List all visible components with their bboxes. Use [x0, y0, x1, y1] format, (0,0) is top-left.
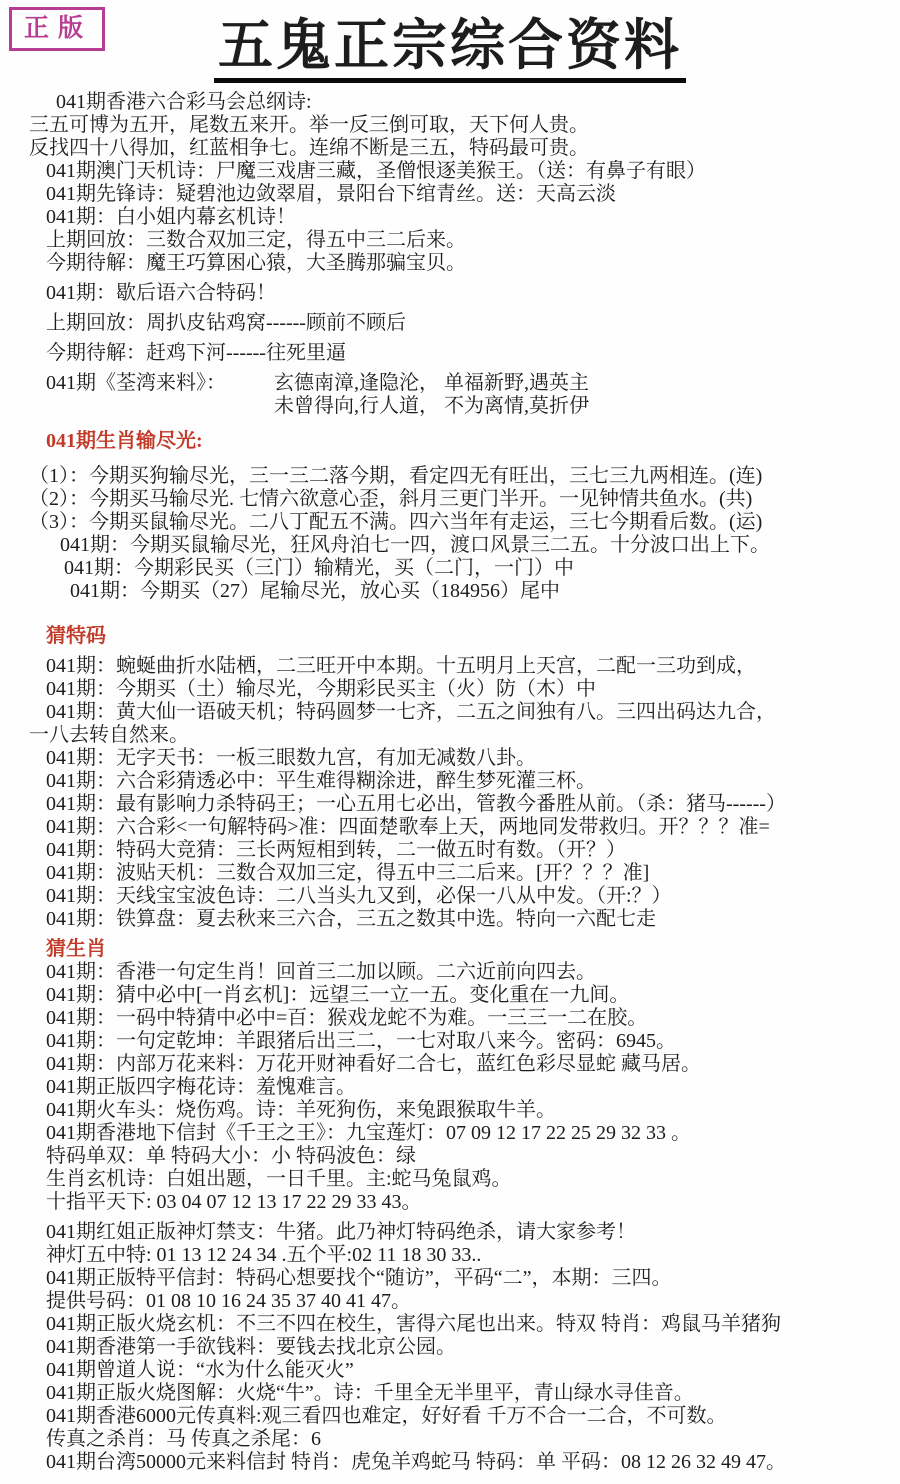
intro-line: 反找四十八得加，红蓝相争七。连绵不断是三五，特码最可贵。 [29, 137, 589, 160]
quanwan-label: 041期《荃湾来料》： [46, 372, 226, 395]
caitema-line: 041期：铁算盘：夏去秋来三六合，三五之数其中选。特向一六配七走 [46, 908, 656, 931]
caitema-line: 041期：特码大竞猜：三长两短相到转，二一做五时有数。（开？） [46, 839, 626, 862]
shengxiao-line: （1）：今期买狗输尽光，三一三二落今期，看定四无有旺出，三七三九两相连。(连) [29, 465, 763, 488]
quanwan-row [46, 372, 882, 418]
caitema-line: 041期：六合彩<一句解特码>准：四面楚歌奉上天，两地同发带救归。开？？？准= [46, 816, 770, 839]
intro-line: 上期回放：三数合双加三定，得五中三二后来。 [46, 229, 466, 252]
caitema-line: 041期：今期买（土）输尽光，今期彩民买主（火）防（木）中 [46, 678, 596, 701]
intro-line: 三五可博为五开，尾数五来开。举一反三倒可取，天下何人贵。 [29, 114, 589, 137]
quanwan-poem [274, 372, 589, 418]
caishengxiao-line: 041期：内部万花来料：万花开财神看好二合七，蓝红色彩尽显蛇 藏马居。 [46, 1053, 701, 1076]
caishengxiao-line: 041期：一码中特猜中必中=百：猴戏龙蛇不为难。一三三一二在胶。 [46, 1007, 648, 1030]
caishengxiao-line: 041期香港6000元传真料:观三看四也难定，好好看 千万不合一二合，不可数。 [46, 1405, 727, 1428]
caitema-line: 041期：黄大仙一语破天机；特码圆梦一七齐，二五之间独有八。三四出码达九合， [46, 701, 776, 724]
shengxiao-line: 041期：今期买（27）尾输尽光，放心买（184956）尾中 [70, 580, 560, 603]
caitema-line: 041期：波贴天机：三数合双加三定，得五中三二后来。[开？？？准] [46, 862, 650, 885]
caitema-line: 041期：蜿蜒曲折水陆栖，二三旺开中本期。十五明月上天宫，二配一三功到成， [46, 655, 756, 678]
caishengxiao-line: 特码单双：单 特码大小：小 特码波色：绿 [46, 1145, 416, 1168]
shengxiao-line: （3）：今期买鼠输尽光。二八丁配五不满。四六当年有走运，三七今期看后数。(运) [29, 511, 763, 534]
caishengxiao-line: 提供号码：01 08 10 16 24 35 37 40 41 47。 [46, 1290, 411, 1313]
page-title: 五鬼正宗综合资料 [214, 14, 686, 83]
shengxiao-line: （2）：今期买马输尽光. 七情六欲意心歪，斜月三更门半开。一见钟情共鱼水。(共) [29, 488, 753, 511]
intro-line: 今期待解：赶鸡下河------往死里逼 [46, 342, 346, 365]
intro-line: 041期先锋诗：疑碧池边敛翠眉，景阳台下绾青丝。送：天高云淡 [46, 183, 616, 206]
caishengxiao-line: 生肖玄机诗：白姐出题，一日千里。主:蛇马兔鼠鸡。 [46, 1168, 512, 1191]
caishengxiao-line: 041期香港地下信封《千王之王》：九宝莲灯：07 09 12 17 22 25 29 32 33 。 [46, 1122, 691, 1145]
intro-line: 041期澳门天机诗：尸魔三戏唐三藏，圣僧恨逐美猴王。（送：有鼻子有眼） [46, 160, 706, 183]
caitema-line: 041期：六合彩猜透必中：平生难得糊涂进，醉生梦死灌三杯。 [46, 770, 596, 793]
caitema-line: 041期：无字天书：一板三眼数九宫，有加无减数八卦。 [46, 747, 536, 770]
caishengxiao-line: 041期火车头：烧伤鸡。诗：羊死狗伤，来兔跟猴取牛羊。 [46, 1099, 556, 1122]
caishengxiao-line: 041期正版火烧玄机：不三不四在校生，害得六尾也出来。特双 特肖：鸡鼠马羊猪狗 [46, 1313, 781, 1336]
intro-line: 041期：歇后语六合特码！ [46, 282, 276, 305]
caishengxiao-line: 041期正版四字梅花诗：羞愧难言。 [46, 1076, 356, 1099]
caitema-line: 041期：天线宝宝波色诗：二八当头九又到，必保一八从中发。（开:？） [46, 885, 672, 908]
intro-line: 041期香港六合彩马会总纲诗: [56, 91, 312, 114]
caishengxiao-line: 神灯五中特: 01 13 12 24 34 .五个平:02 11 18 30 33.. [46, 1244, 482, 1267]
caishengxiao-line: 041期：猜中必中[一肖玄机]：远望三一立一五。变化重在一九间。 [46, 984, 630, 1007]
title-wrap [0, 0, 900, 83]
caishengxiao-line: 041期：一句定乾坤：羊跟猪后出三二，一七对取八来今。密码：6945。 [46, 1030, 676, 1053]
quanwan-poem-line: 玄德南漳,逢隐沦， 单福新野,遇英主 [274, 372, 589, 395]
caishengxiao-line: 041期红姐正版神灯禁支：牛猪。此乃神灯特码绝杀，请大家参考！ [46, 1221, 636, 1244]
shengxiao-line: 041期：今期彩民买（三门）输精光，买（二门，一门）中 [64, 557, 574, 580]
caishengxiao-line: 十指平天下: 03 04 07 12 13 17 22 29 33 43。 [46, 1191, 422, 1214]
caishengxiao-line: 041期香港第一手欲钱料：要钱去找北京公园。 [46, 1336, 456, 1359]
content-body [0, 89, 900, 1484]
caitema-line: 041期：最有影响力杀特码王；一心五用七必出，管教今番胜从前。（杀：猪马------） [46, 793, 786, 816]
caishengxiao-line: 041期：香港一句定生肖！回首三二加以顾。二六近前向四去。 [46, 961, 596, 984]
section-header-shengxiao-shujinguang: 041期生肖输尽光: [46, 430, 203, 453]
authentic-badge: 正版 [9, 7, 105, 51]
quanwan-poem-line: 未曾得向,行人道， 不为离情,莫折伊 [274, 395, 589, 418]
caishengxiao-line: 041期曾道人说：“水为什么能灭火” [46, 1359, 354, 1382]
caishengxiao-line: 传真之杀肖：马 传真之杀尾：6 [46, 1428, 321, 1451]
caishengxiao-line: 041期正版特平信封：特码心想要找个“随访”，平码“二”，本期：三四。 [46, 1267, 672, 1290]
intro-line: 今期待解：魔王巧算困心猿，大圣腾那骗宝贝。 [46, 252, 466, 275]
section-header-caishengxiao: 猜生肖 [46, 938, 106, 961]
caishengxiao-line: 041期正版火烧图解：火烧“牛”。诗：千里全无半里平，青山绿水寻佳音。 [46, 1382, 694, 1405]
caitema-line: 一八去转自然来。 [29, 724, 189, 747]
section-header-caitema: 猜特码 [46, 625, 106, 648]
caishengxiao-line: 041期台湾50000元来料信封 特肖：虎兔羊鸡蛇马 特码：单 平码：08 12 26 32 49 47。 [46, 1451, 786, 1474]
intro-line: 041期：白小姐内幕玄机诗！ [46, 206, 296, 229]
intro-line: 上期回放：周扒皮钻鸡窝------顾前不顾后 [46, 312, 406, 335]
shengxiao-line: 041期：今期买鼠输尽光，狂风舟泊七一四，渡口风景三二五。十分波口出上下。 [60, 534, 770, 557]
